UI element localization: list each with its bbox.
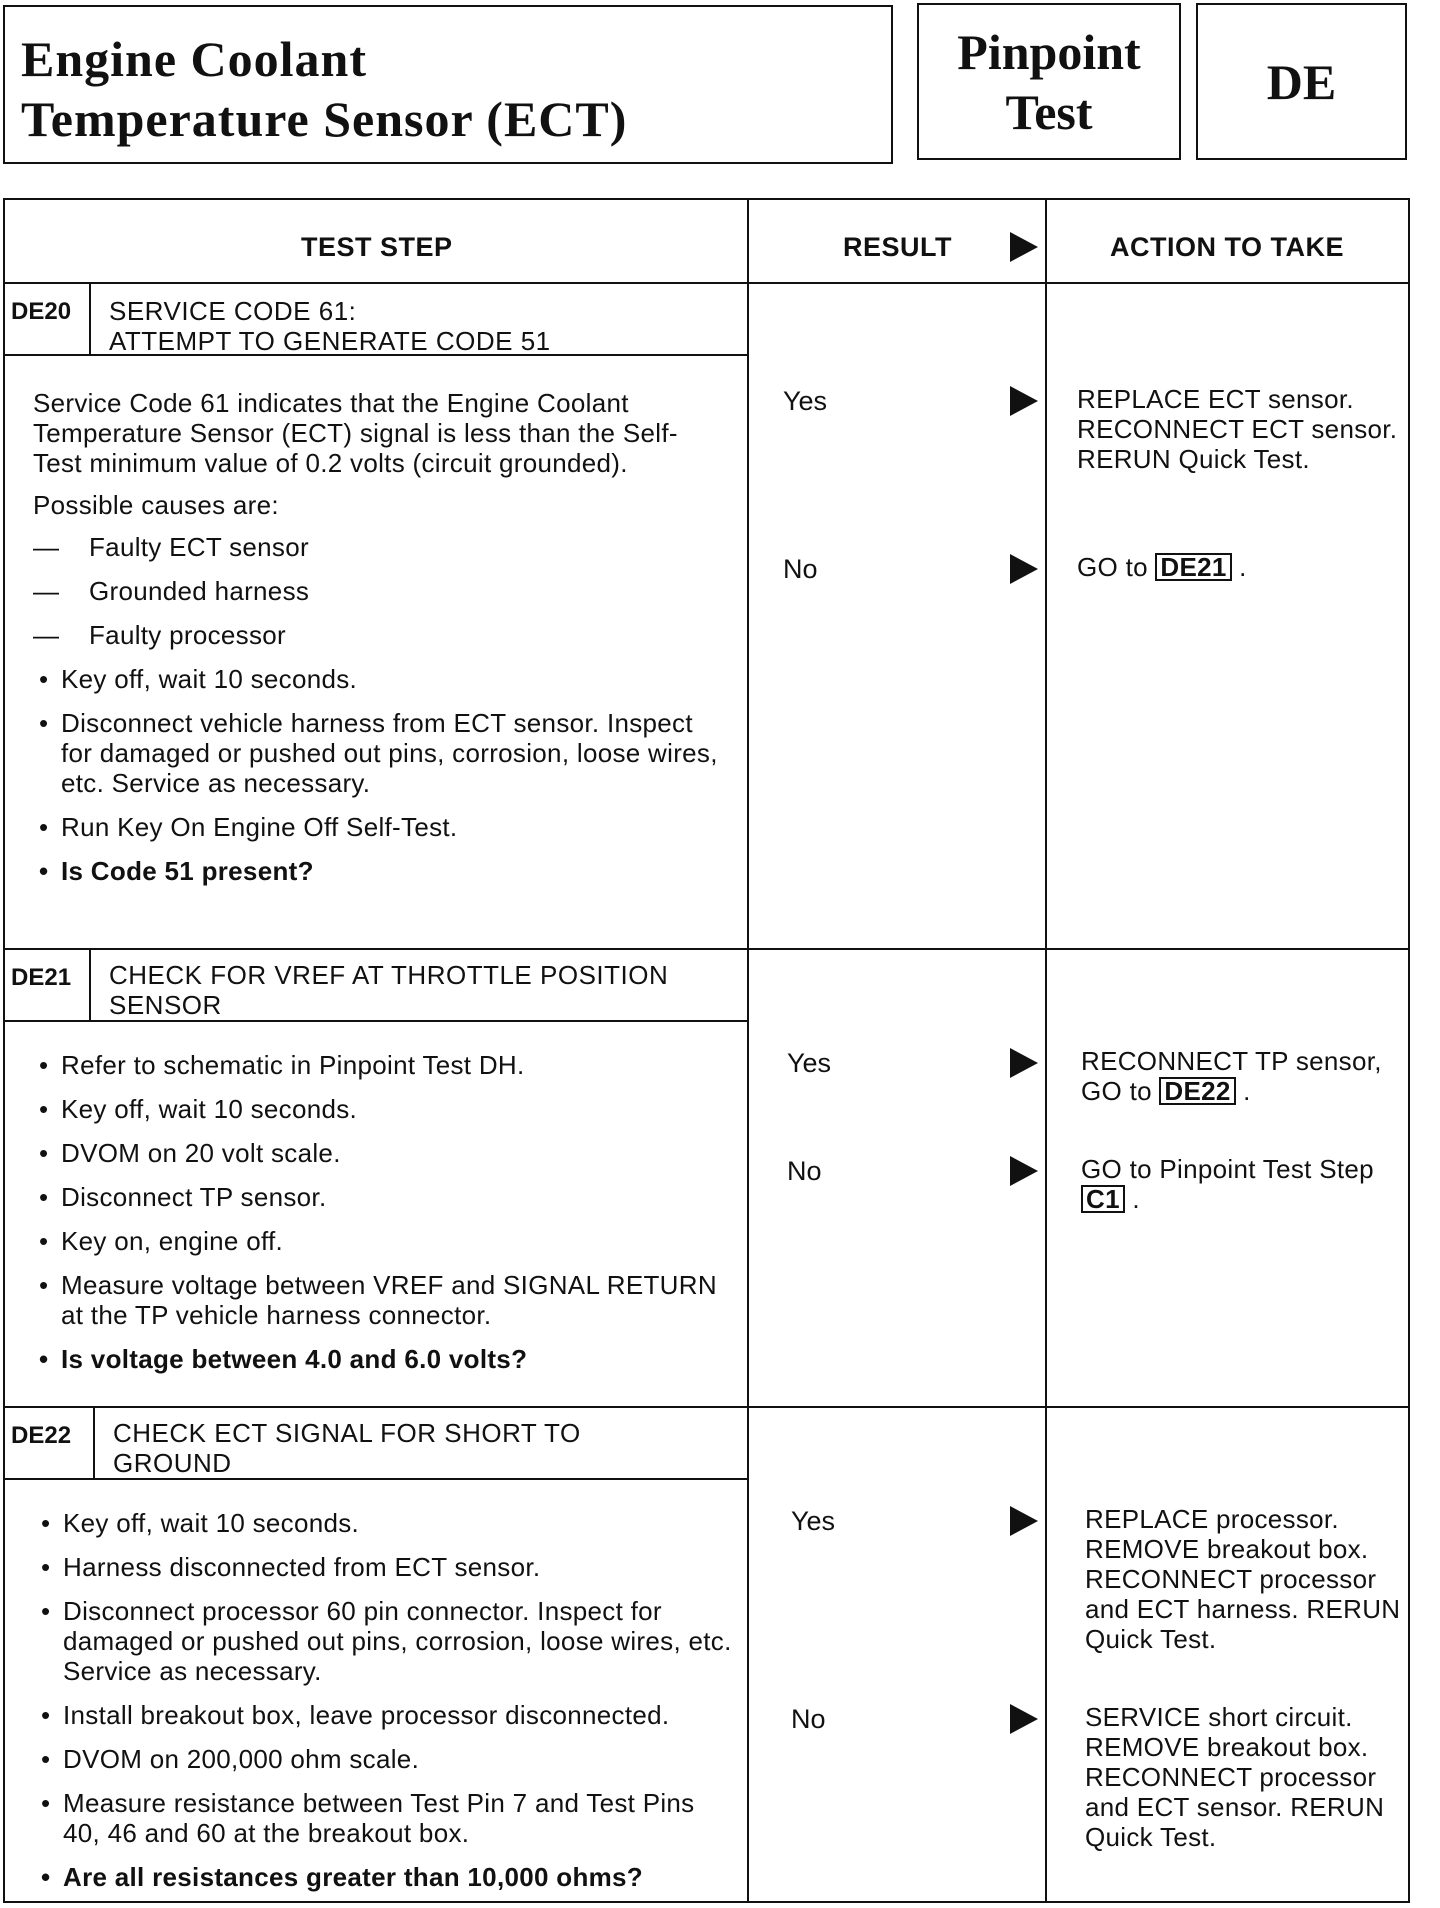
test-code: DE — [1266, 53, 1337, 110]
step-question: • Are all resistances greater than 10,000 ohms? — [41, 1862, 643, 1892]
step-id-de20: DE20 — [5, 284, 91, 356]
column-header-test-step: TEST STEP — [301, 232, 453, 262]
arrow-icon — [1010, 1156, 1038, 1186]
test-code-box — [1196, 3, 1407, 160]
step-title-underline-de21 — [91, 1020, 747, 1022]
column-divider-2 — [1045, 200, 1047, 1901]
step-reference-c1: C1 — [1081, 1185, 1125, 1213]
list-item: • Measure voltage between VREF and SIGNAL RETURN at the TP vehicle harness connector. — [39, 1270, 717, 1330]
document-title-line1: Engine Coolant — [21, 31, 368, 87]
step-title-underline-de20 — [91, 354, 747, 356]
arrow-icon — [1010, 1704, 1038, 1734]
step-divider — [5, 948, 1408, 950]
step-title-underline-de22 — [95, 1478, 747, 1480]
arrow-icon — [1010, 554, 1038, 584]
step-title-de21: CHECK FOR VREF AT THROTTLE POSITION SENSOR — [109, 960, 669, 1020]
step-reference-de22: DE22 — [1159, 1077, 1235, 1105]
pinpoint-test-table — [3, 198, 1410, 1903]
column-divider-1 — [747, 200, 749, 1901]
list-item: • Harness disconnected from ECT sensor. — [41, 1552, 541, 1582]
column-header-result: RESULT — [843, 232, 952, 262]
causes-label: Possible causes are: — [33, 490, 279, 520]
list-item: • Key off, wait 10 seconds. — [41, 1508, 360, 1538]
pinpoint-label-line2: Test — [1005, 83, 1093, 140]
column-header-action: ACTION TO TAKE — [1110, 232, 1344, 262]
document-title-box — [3, 5, 893, 164]
action-yes-de22: REPLACE processor. REMOVE breakout box. RECONNECT processor and ECT harness. RERUN Quick Test. — [1085, 1504, 1401, 1654]
list-item: • Measure resistance between Test Pin 7 and Test Pins 40, 46 and 60 at the breakout box. — [41, 1788, 695, 1848]
action-no-de22: SERVICE short circuit. REMOVE breakout box. RECONNECT processor and ECT sensor. RERUN Quick Test. — [1085, 1702, 1385, 1852]
step-divider — [5, 1406, 1408, 1408]
list-item: • Key on, engine off. — [39, 1226, 284, 1256]
result-yes-de22: Yes — [791, 1506, 836, 1536]
action-no-de21: GO to Pinpoint Test Step C1 . — [1081, 1154, 1374, 1214]
list-item: — Faulty processor — [33, 620, 286, 650]
step-intro: Service Code 61 indicates that the Engine Coolant Temperature Sensor (ECT) signal is less than the Self-Test minimum value of 0.2 volts (circuit grounded). — [33, 388, 678, 478]
header-divider — [5, 282, 1408, 284]
list-item: • Disconnect vehicle harness from ECT sensor. Inspect for damaged or pushed out pins, corrosion, loose wires, etc. Service as necessary. — [39, 708, 718, 798]
list-item: • Install breakout box, leave processor disconnected. — [41, 1700, 670, 1730]
result-yes-de20: Yes — [783, 386, 828, 416]
document-title-line2: Temperature Sensor (ECT) — [21, 91, 628, 147]
action-no-de20: GO to DE21 . — [1077, 552, 1247, 582]
step-question: • Is voltage between 4.0 and 6.0 volts? — [39, 1344, 528, 1374]
step-reference-de21: DE21 — [1155, 553, 1231, 581]
step-id-de22: DE22 — [5, 1408, 95, 1480]
pinpoint-label-line1: Pinpoint — [957, 23, 1141, 80]
list-item: • Run Key On Engine Off Self-Test. — [39, 812, 458, 842]
arrow-icon — [1010, 1048, 1038, 1078]
header-arrow-icon — [1010, 232, 1038, 262]
list-item: • Key off, wait 10 seconds. — [39, 1094, 358, 1124]
list-item: • DVOM on 20 volt scale. — [39, 1138, 341, 1168]
pinpoint-test-box — [917, 3, 1181, 160]
step-title-de20: SERVICE CODE 61: ATTEMPT TO GENERATE CODE 51 — [109, 296, 551, 356]
action-yes-de20: REPLACE ECT sensor. RECONNECT ECT sensor. RERUN Quick Test. — [1077, 384, 1398, 474]
arrow-icon — [1010, 1506, 1038, 1536]
result-no-de20: No — [783, 554, 818, 584]
step-id-de21: DE21 — [5, 950, 91, 1022]
step-question: • Is Code 51 present? — [39, 856, 314, 886]
result-no-de22: No — [791, 1704, 826, 1734]
result-yes-de21: Yes — [787, 1048, 832, 1078]
step-body-de21 — [33, 1050, 723, 1388]
step-body-de20 — [33, 388, 723, 900]
arrow-icon — [1010, 386, 1038, 416]
list-item: • Key off, wait 10 seconds. — [39, 664, 358, 694]
result-no-de21: No — [787, 1156, 822, 1186]
list-item: • Refer to schematic in Pinpoint Test DH. — [39, 1050, 525, 1080]
list-item: • Disconnect TP sensor. — [39, 1182, 327, 1212]
list-item: • Disconnect processor 60 pin connector. Inspect for damaged or pushed out pins, corrosion, loose wires, etc. Service as necessary. — [41, 1596, 732, 1686]
step-title-de22: CHECK ECT SIGNAL FOR SHORT TO GROUND — [113, 1418, 581, 1478]
list-item: — Faulty ECT sensor — [33, 532, 309, 562]
step-body-de22 — [35, 1508, 735, 1906]
list-item: • DVOM on 200,000 ohm scale. — [41, 1744, 420, 1774]
action-yes-de21: RECONNECT TP sensor, GO to DE22 . — [1081, 1046, 1382, 1106]
list-item: — Grounded harness — [33, 576, 310, 606]
